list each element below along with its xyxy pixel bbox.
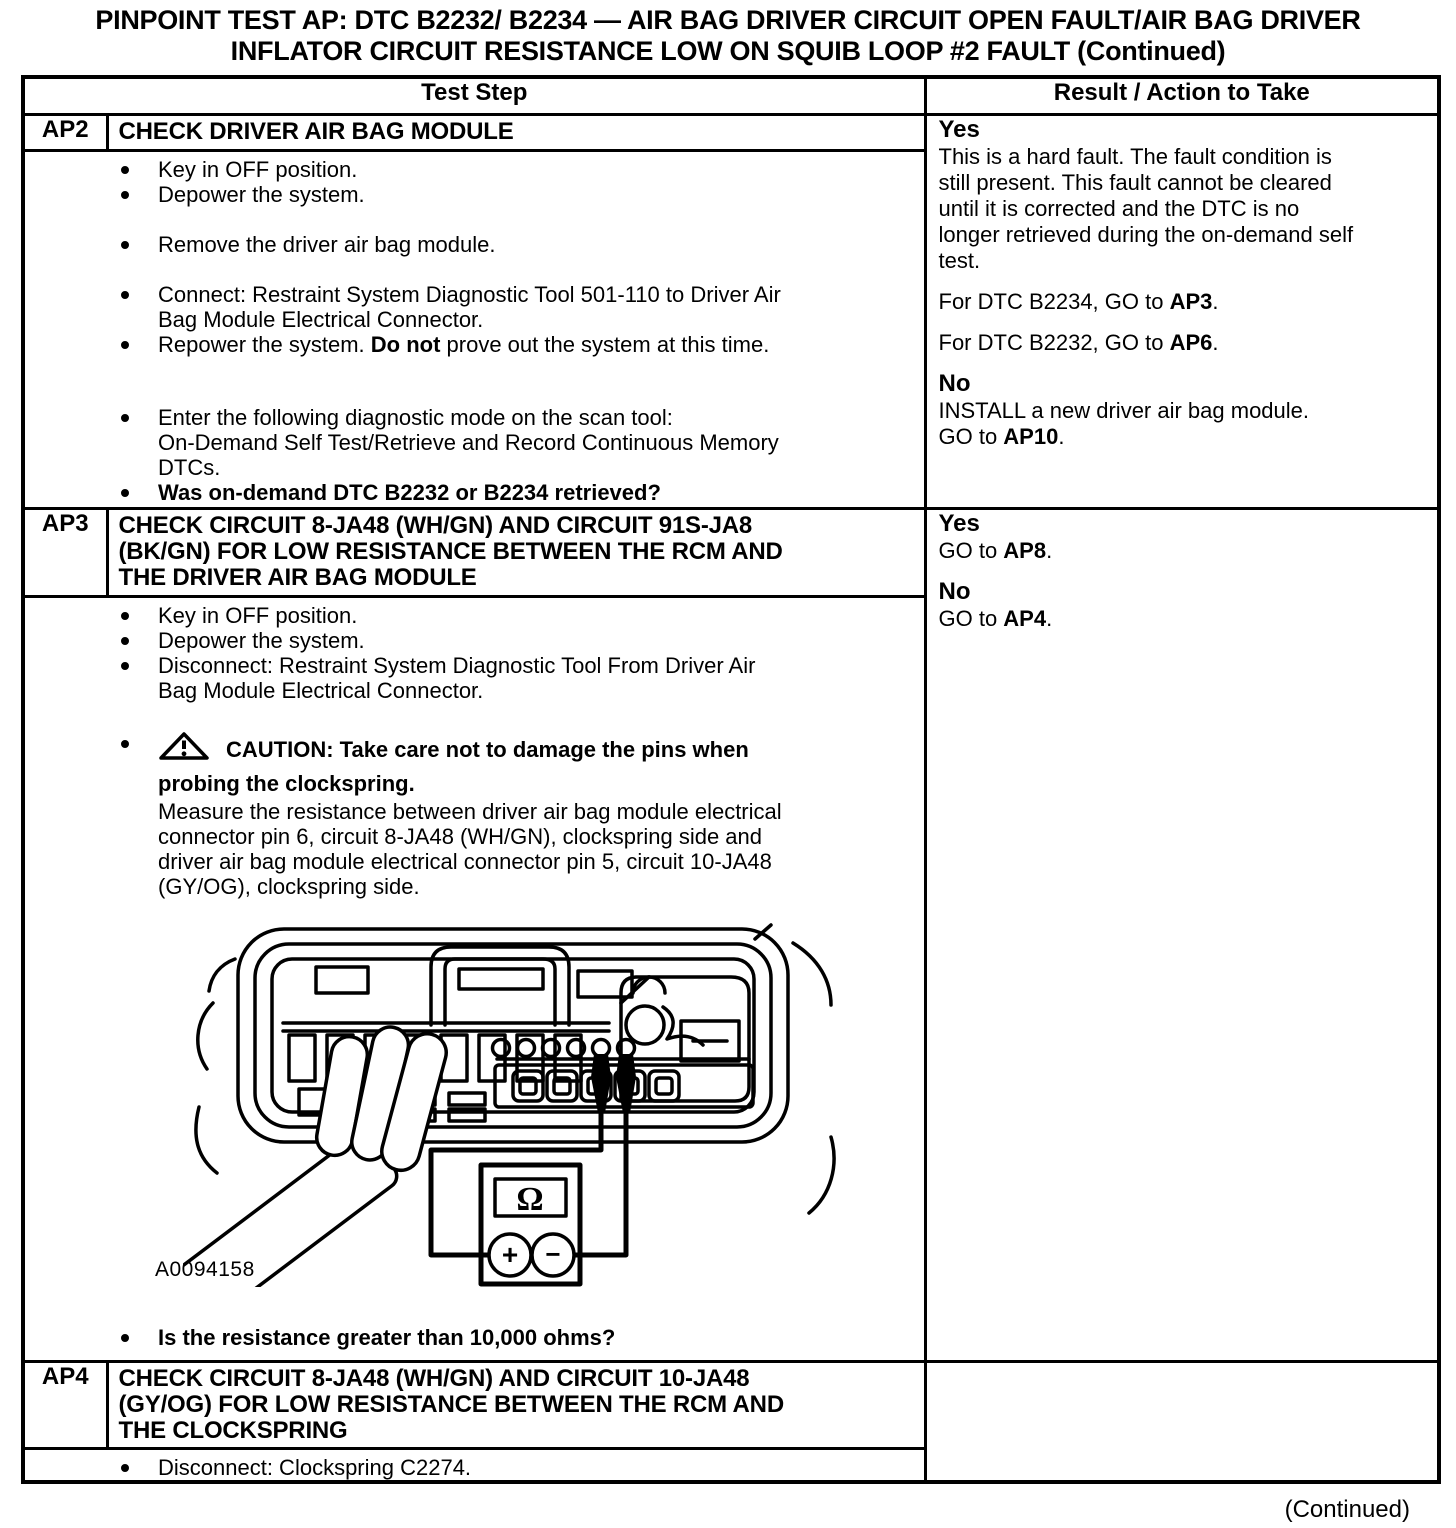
- bullet-icon: [121, 332, 158, 357]
- list-item: [121, 182, 916, 207]
- ap2-result-yes-label: Yes: [938, 115, 980, 143]
- ap3-step3: [158, 653, 916, 703]
- ap3-heading-line3: THE DRIVER AIR BAG MODULE: [118, 563, 477, 591]
- list-item: [121, 282, 916, 332]
- measure-line3: driver air bag module electrical connector pin 5, circuit 10-JA48: [158, 848, 772, 874]
- list-item: [121, 405, 916, 480]
- list-item: [121, 332, 916, 357]
- measure-line2: connector pin 6, circuit 8-JA48 (WH/GN), clockspring side and: [158, 823, 763, 849]
- measure-line1: Measure the resistance between driver air bag module electrical: [158, 798, 782, 824]
- ap2-step4-line1: Connect: Restraint System Diagnostic Tool 501-110 to Driver Air: [158, 281, 781, 307]
- ap2-goto2-post: .: [1212, 329, 1219, 355]
- ap2-heading-row: [23, 114, 1439, 150]
- ap2-step5-post: prove out the system at this time.: [440, 331, 770, 357]
- ap3-question: Is the resistance greater than 10,000 ohms?: [158, 1324, 616, 1350]
- pinpoint-test-table: [21, 75, 1441, 1484]
- ap3-heading-line2: (BK/GN) FOR LOW RESISTANCE BETWEEN THE RCM AND: [118, 537, 783, 565]
- bullet-icon: [121, 157, 158, 182]
- bullet-icon: [121, 603, 158, 628]
- ap3-no-goto-pre: GO to: [938, 605, 1004, 631]
- ap2-heading: CHECK DRIVER AIR BAG MODULE: [107, 114, 925, 150]
- ap4-heading-line1: CHECK CIRCUIT 8-JA48 (WH/GN) AND CIRCUIT 10-JA48: [118, 1364, 750, 1392]
- minus-terminal-label: −: [545, 1238, 561, 1269]
- ap3-step2: Depower the system.: [158, 627, 365, 653]
- ap3-caution-step: [158, 731, 916, 899]
- ap2-result-no-goto: [939, 424, 1428, 450]
- page-title: [0, 0, 1456, 67]
- ap4-heading-row: [23, 1361, 1439, 1448]
- ap2-result-yes-text: [939, 144, 1428, 274]
- connector-right-panel: [621, 977, 749, 1101]
- ap3-result-yes-goto: [939, 538, 1428, 564]
- bullet-icon: [121, 1455, 158, 1480]
- ap2-step4-line2: Bag Module Electrical Connector.: [158, 306, 484, 332]
- continued-note: (Continued): [1284, 1495, 1410, 1523]
- measure-paragraph: [158, 799, 916, 899]
- ap4-result-cell: [925, 1361, 1439, 1482]
- ap2-result-no-label: No: [938, 369, 971, 397]
- ap2-step5-pre: Repower the system.: [158, 331, 371, 357]
- ap2-no-goto-post: .: [1058, 423, 1065, 449]
- bullet-icon: [121, 282, 158, 332]
- ap3-step3-line2: Bag Module Electrical Connector.: [158, 677, 484, 703]
- figure-label: A0094158: [155, 1257, 255, 1281]
- list-item: [121, 480, 916, 505]
- list-item: [121, 731, 916, 899]
- ap4-heading: [107, 1361, 925, 1448]
- caution-line1: [158, 731, 916, 769]
- ap3-heading-line1: CHECK CIRCUIT 8-JA48 (WH/GN) AND CIRCUIT 91S-JA8: [118, 511, 753, 539]
- ap3-result-yes-label: Yes: [938, 509, 980, 537]
- list-item: [121, 1455, 916, 1480]
- bullet-icon: [121, 1325, 158, 1350]
- bullet-icon: [121, 405, 158, 480]
- measure-line4: (GY/OG), clockspring side.: [158, 873, 420, 899]
- ap4-heading-line3: THE CLOCKSPRING: [118, 1416, 348, 1444]
- ap2-step3: Remove the driver air bag module.: [158, 231, 496, 257]
- list-item: [121, 1325, 916, 1350]
- ap3-result-cell: [925, 508, 1439, 1361]
- ap2-goto2-pre: For DTC B2232, GO to: [938, 329, 1170, 355]
- connector-ohmmeter-diagram: [183, 907, 843, 1287]
- column-header-test-step: Test Step: [23, 77, 925, 114]
- ap2-step5-bold: Do not: [370, 331, 441, 357]
- table-header-row: [23, 77, 1439, 114]
- ap2-yes-line3: until it is corrected and the DTC is no: [938, 195, 1300, 221]
- plus-terminal-label: +: [501, 1238, 519, 1270]
- figure-connector-ohmmeter: [155, 907, 855, 1289]
- ap2-step-id: AP2: [23, 114, 107, 150]
- list-item: [121, 157, 916, 182]
- ap2-result-no-text1: INSTALL a new driver air bag module.: [938, 397, 1310, 423]
- ap2-goto2-target: AP6: [1169, 329, 1213, 355]
- ap3-no-goto-target: AP4: [1003, 605, 1047, 631]
- bullet-icon: [121, 480, 158, 505]
- caution-text-line2: probing the clockspring.: [158, 770, 415, 796]
- ap4-step-id: AP4: [23, 1361, 107, 1448]
- ap2-step5: [158, 332, 916, 357]
- ap2-no-goto-pre: GO to: [938, 423, 1004, 449]
- ap2-goto1-pre: For DTC B2234, GO to: [938, 288, 1170, 314]
- ohmmeter-display: Ω: [516, 1180, 544, 1218]
- bullet-icon: [121, 628, 158, 653]
- ap4-step1: Disconnect: Clockspring C2274.: [158, 1454, 472, 1480]
- ap3-step1: Key in OFF position.: [158, 602, 358, 628]
- ap3-yes-goto-post: .: [1046, 537, 1053, 563]
- ap3-yes-goto-pre: GO to: [938, 537, 1004, 563]
- ap2-steps-cell: [23, 150, 925, 508]
- ap2-result-cell: [925, 114, 1439, 508]
- bullet-icon: [121, 232, 158, 257]
- list-item: [121, 653, 916, 703]
- ap2-step6-line3: DTCs.: [158, 454, 221, 480]
- ap3-no-goto-post: .: [1046, 605, 1053, 631]
- page-title-line2: INFLATOR CIRCUIT RESISTANCE LOW ON SQUIB LOOP #2 FAULT (Continued): [230, 36, 1226, 66]
- ap3-result-no-label: No: [938, 577, 971, 605]
- ap3-steps-cell: [23, 596, 925, 1361]
- ap3-step-id: AP3: [23, 508, 107, 596]
- ap2-yes-line4: longer retrieved during the on-demand self: [938, 221, 1354, 247]
- ap4-heading-line2: (GY/OG) FOR LOW RESISTANCE BETWEEN THE RCM AND: [118, 1390, 784, 1418]
- ap3-result-no-goto: [939, 606, 1428, 632]
- warning-triangle-icon: [158, 731, 210, 769]
- bullet-icon: [121, 731, 158, 899]
- ap2-goto-b2234: [939, 289, 1428, 315]
- list-item: [121, 232, 916, 257]
- column-header-result: Result / Action to Take: [925, 77, 1439, 114]
- list-item: [121, 628, 916, 653]
- ap3-heading-row: [23, 508, 1439, 596]
- ap2-yes-line2: still present. This fault cannot be cleared: [938, 169, 1332, 195]
- bullet-icon: [121, 182, 158, 207]
- caution-text-line1: CAUTION: Take care not to damage the pins when: [226, 736, 749, 762]
- ap3-yes-goto-target: AP8: [1003, 537, 1047, 563]
- ap2-yes-line5: test.: [938, 247, 981, 273]
- ap4-steps-cell: [23, 1448, 925, 1482]
- ap2-step1: Key in OFF position.: [158, 156, 358, 182]
- ap3-step3-line1: Disconnect: Restraint System Diagnostic Tool From Driver Air: [158, 652, 756, 678]
- ap2-goto1-target: AP3: [1169, 288, 1213, 314]
- page-title-line1: PINPOINT TEST AP: DTC B2232/ B2234 — AIR BAG DRIVER CIRCUIT OPEN FAULT/AIR BAG DRIVER: [95, 5, 1361, 35]
- ap2-step4: [158, 282, 916, 332]
- list-item: [121, 603, 916, 628]
- ap2-step2: Depower the system.: [158, 181, 365, 207]
- ap2-yes-line1: This is a hard fault. The fault condition is: [938, 143, 1332, 169]
- ohmmeter: [481, 1165, 580, 1284]
- bullet-icon: [121, 653, 158, 703]
- ap2-step6-line1: Enter the following diagnostic mode on the scan tool:: [158, 404, 673, 430]
- ap2-step6-line2: On-Demand Self Test/Retrieve and Record Continuous Memory: [158, 429, 779, 455]
- ap3-heading: [107, 508, 925, 596]
- ap2-no-goto-target: AP10: [1003, 423, 1059, 449]
- ap2-question: Was on-demand DTC B2232 or B2234 retrieved?: [158, 479, 661, 505]
- ap2-goto1-post: .: [1212, 288, 1219, 314]
- ap2-goto-b2232: [939, 330, 1428, 356]
- ap2-step6: [158, 405, 916, 480]
